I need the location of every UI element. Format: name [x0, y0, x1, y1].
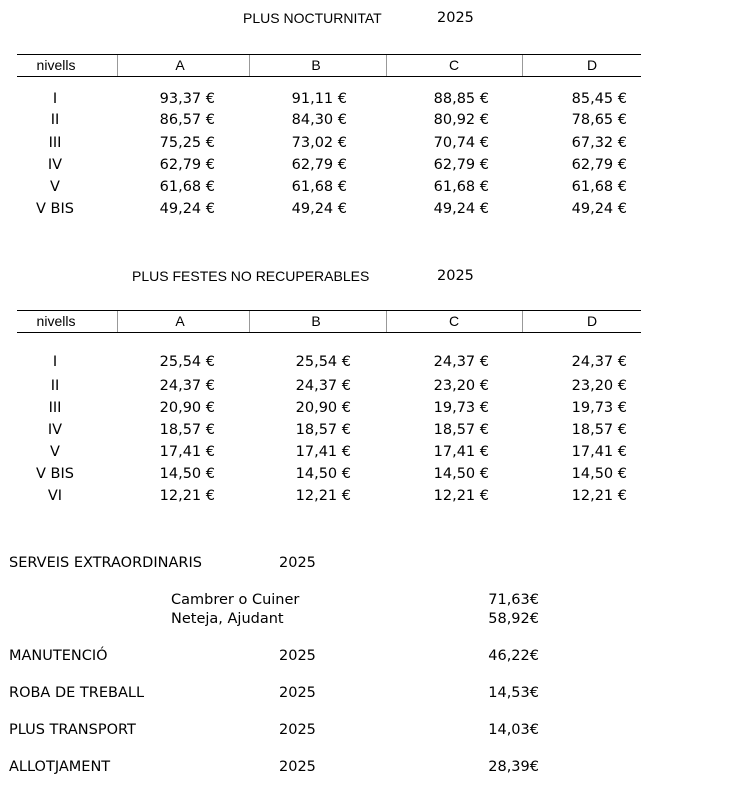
table-cell: 61,68 € — [291, 179, 347, 195]
table-cell: 23,20 € — [433, 378, 489, 394]
table-cell: 12,21 € — [571, 488, 627, 504]
table-cell: 23,20 € — [571, 378, 627, 394]
extra-label: ROBA DE TREBALL — [9, 685, 145, 701]
level-label: III — [48, 135, 62, 151]
table-cell: 14,50 € — [159, 466, 215, 482]
level-label: V — [50, 179, 60, 195]
level-label: II — [50, 378, 60, 394]
extra-label: ALLOTJAMENT — [9, 759, 111, 775]
table-cell: 61,68 € — [433, 179, 489, 195]
festes-header-rule — [17, 332, 641, 333]
table-cell: 61,68 € — [159, 179, 215, 195]
level-label: VI — [47, 488, 63, 504]
table-cell: 24,37 € — [295, 378, 351, 394]
extra-value: 28,39€ — [488, 759, 539, 775]
table-cell: 17,41 € — [295, 444, 351, 460]
header-col-c: C — [448, 57, 460, 73]
table-cell: 17,41 € — [159, 444, 215, 460]
table-cell: 18,57 € — [433, 422, 489, 438]
table-cell: 17,41 € — [433, 444, 489, 460]
table-cell: 17,41 € — [571, 444, 627, 460]
table-cell: 14,50 € — [433, 466, 489, 482]
table-cell: 67,32 € — [571, 135, 627, 151]
header-col-b: B — [311, 57, 321, 73]
table-cell: 86,57 € — [159, 112, 215, 128]
table-cell: 20,90 € — [295, 400, 351, 416]
header-col-a: A — [175, 313, 185, 329]
table-cell: 12,21 € — [159, 488, 215, 504]
level-label: V BIS — [36, 466, 74, 482]
table-cell: 62,79 € — [159, 157, 215, 173]
table-cell: 62,79 € — [571, 157, 627, 173]
header-nivells: nivells — [36, 57, 76, 73]
column-separator — [522, 311, 523, 332]
serveis-item-value: 71,63€ — [488, 592, 539, 608]
table-cell: 88,85 € — [433, 91, 489, 107]
serveis-item-value: 58,92€ — [488, 611, 539, 627]
table-cell: 14,50 € — [571, 466, 627, 482]
serveis-item-label: Neteja, Ajudant — [171, 611, 284, 627]
table-cell: 18,57 € — [159, 422, 215, 438]
table-cell: 20,90 € — [159, 400, 215, 416]
table-cell: 85,45 € — [571, 91, 627, 107]
festes-top-rule — [17, 310, 641, 311]
level-label: IV — [47, 422, 63, 438]
header-col-a: A — [175, 57, 185, 73]
column-separator — [386, 55, 387, 76]
column-separator — [117, 55, 118, 76]
table-cell: 93,37 € — [159, 91, 215, 107]
table-cell: 80,92 € — [433, 112, 489, 128]
extra-year: 2025 — [279, 722, 316, 738]
column-separator — [249, 311, 250, 332]
table-cell: 70,74 € — [433, 135, 489, 151]
serveis-year: 2025 — [279, 555, 316, 571]
table-cell: 12,21 € — [295, 488, 351, 504]
table-cell: 49,24 € — [571, 201, 627, 217]
festes-title: PLUS FESTES NO RECUPERABLES — [132, 268, 370, 284]
table-cell: 24,37 € — [571, 354, 627, 370]
nocturnitat-title: PLUS NOCTURNITAT — [243, 10, 382, 26]
table-cell: 61,68 € — [571, 179, 627, 195]
table-cell: 62,79 € — [291, 157, 347, 173]
table-cell: 25,54 € — [159, 354, 215, 370]
table-cell: 62,79 € — [433, 157, 489, 173]
header-col-c: C — [448, 313, 460, 329]
level-label: I — [52, 354, 58, 370]
serveis-title: SERVEIS EXTRAORDINARIS — [9, 555, 202, 571]
extra-value: 14,53€ — [488, 685, 539, 701]
table-cell: 49,24 € — [291, 201, 347, 217]
extra-label: MANUTENCIÓ — [9, 648, 108, 664]
level-label: II — [50, 112, 60, 128]
extra-year: 2025 — [279, 648, 316, 664]
table-cell: 18,57 € — [571, 422, 627, 438]
level-label: V BIS — [36, 201, 74, 217]
header-col-d: D — [586, 57, 598, 73]
header-nivells: nivells — [36, 313, 76, 329]
extra-label: PLUS TRANSPORT — [9, 722, 136, 738]
festes-year: 2025 — [437, 268, 474, 284]
serveis-item-label: Cambrer o Cuiner — [171, 592, 300, 608]
level-label: III — [48, 400, 62, 416]
table-cell: 24,37 € — [433, 354, 489, 370]
extra-year: 2025 — [279, 759, 316, 775]
extra-value: 46,22€ — [488, 648, 539, 664]
column-separator — [117, 311, 118, 332]
table-cell: 19,73 € — [433, 400, 489, 416]
level-label: V — [50, 444, 60, 460]
table-cell: 49,24 € — [159, 201, 215, 217]
column-separator — [386, 311, 387, 332]
table-cell: 84,30 € — [291, 112, 347, 128]
nocturnitat-year: 2025 — [437, 10, 474, 26]
column-separator — [522, 55, 523, 76]
table-cell: 12,21 € — [433, 488, 489, 504]
table-cell: 75,25 € — [159, 135, 215, 151]
table-cell: 14,50 € — [295, 466, 351, 482]
table-cell: 19,73 € — [571, 400, 627, 416]
header-col-d: D — [586, 313, 598, 329]
table-cell: 25,54 € — [295, 354, 351, 370]
nocturnitat-top-rule — [17, 54, 641, 55]
extra-value: 14,03€ — [488, 722, 539, 738]
header-col-b: B — [311, 313, 321, 329]
table-cell: 73,02 € — [291, 135, 347, 151]
level-label: IV — [47, 157, 63, 173]
table-cell: 78,65 € — [571, 112, 627, 128]
nocturnitat-header-rule — [17, 76, 641, 77]
column-separator — [249, 55, 250, 76]
table-cell: 18,57 € — [295, 422, 351, 438]
extra-year: 2025 — [279, 685, 316, 701]
table-cell: 49,24 € — [433, 201, 489, 217]
level-label: I — [52, 91, 58, 107]
table-cell: 24,37 € — [159, 378, 215, 394]
table-cell: 91,11 € — [291, 91, 347, 107]
